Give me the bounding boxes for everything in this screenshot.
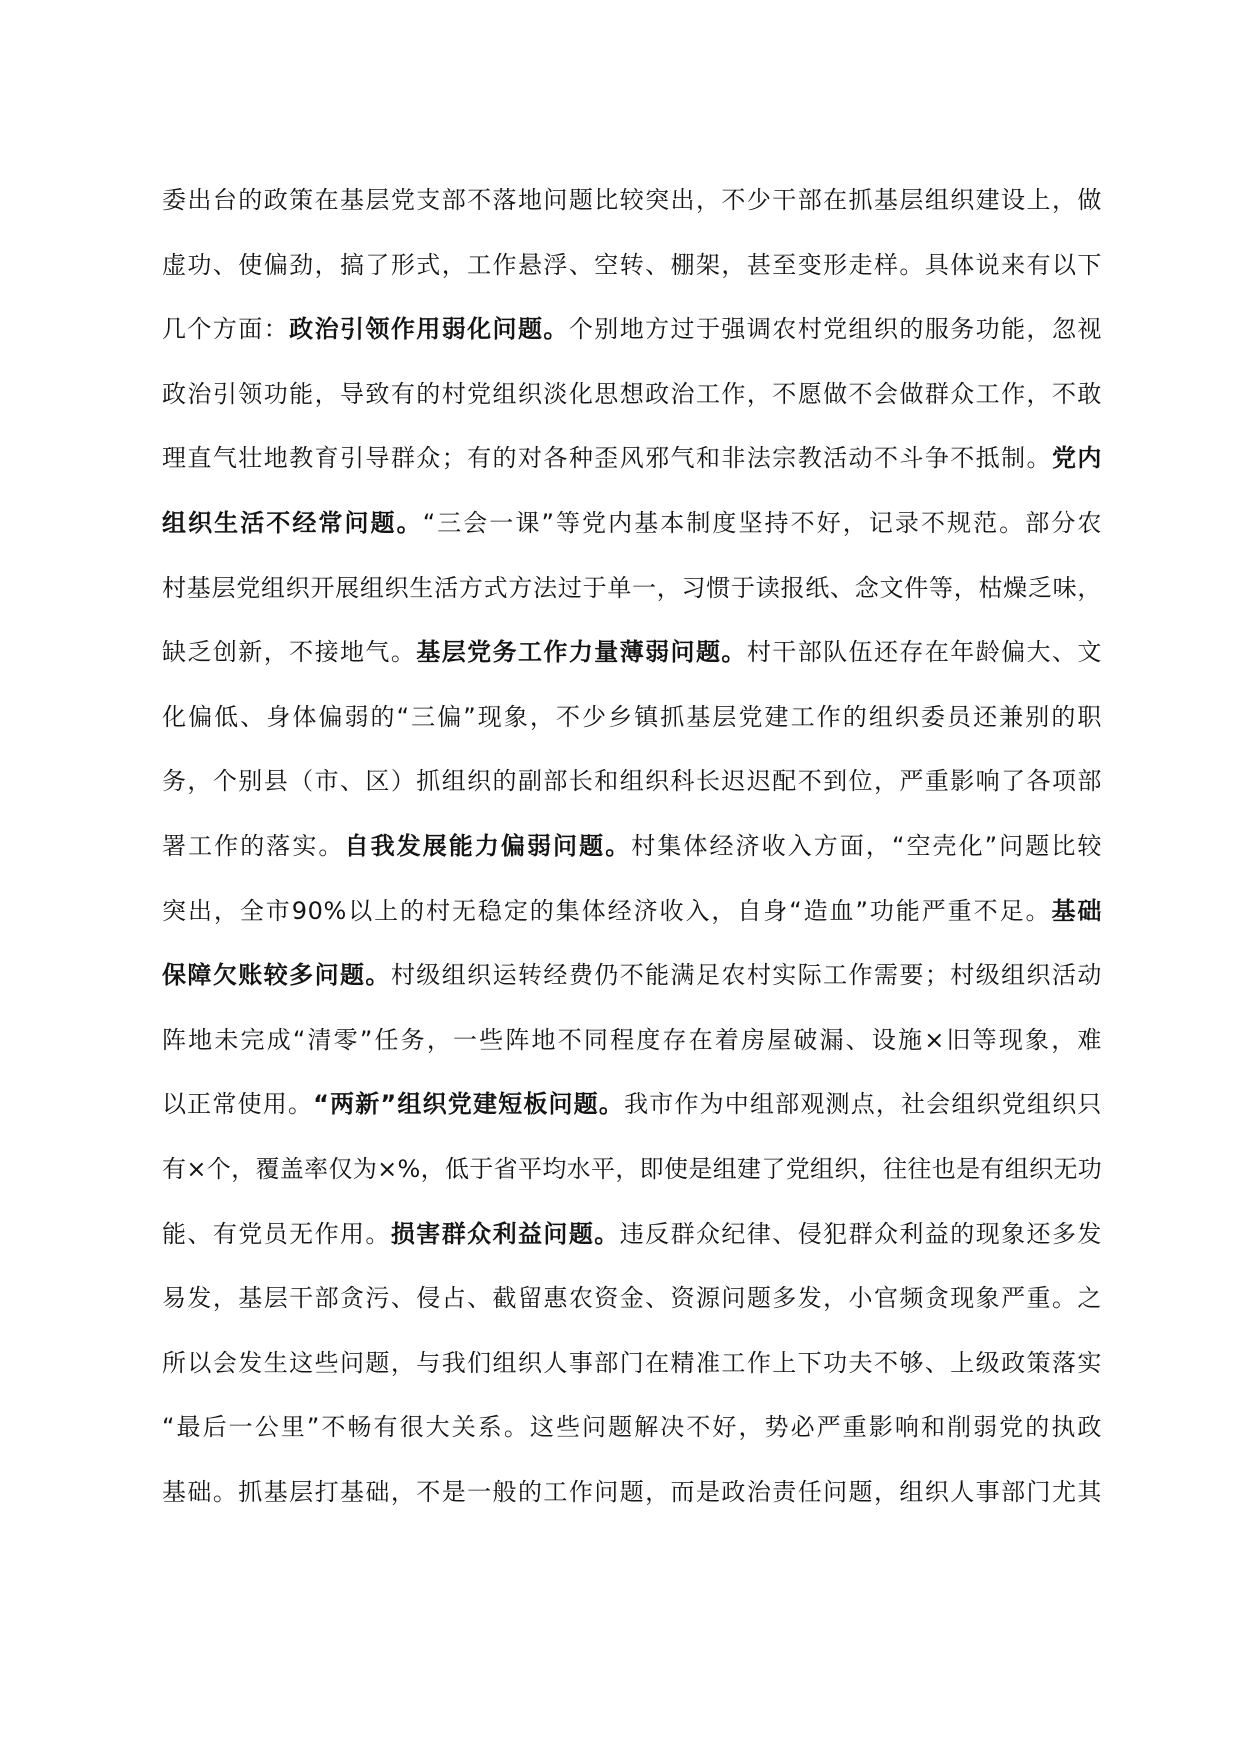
text-run: 政治引领功能，导致有的村党组织淡化思想政治工作，不愿做不会做群众工作，不敢	[162, 379, 1102, 408]
text-run: 我市作为中组部观测点，社会组织党组织只	[624, 1090, 1102, 1119]
text-run: 个别地方过于强调农村党组织的服务功能，忽视	[568, 315, 1102, 344]
text-run: 村干部队伍还存在年龄偏大、文	[746, 638, 1102, 667]
text-line	[162, 426, 1102, 491]
text-line	[162, 1395, 1102, 1460]
bold-heading-phrase: 组织生活不经常问题。	[162, 508, 423, 537]
text-line	[162, 685, 1102, 750]
text-run: 突出，全市90%以上的村无稳定的集体经济收入，自身“造血”功能严重不足。	[162, 896, 1052, 925]
bold-heading-phrase: “两新”组织党建短板问题。	[313, 1090, 625, 1119]
text-line	[162, 1331, 1102, 1396]
text-run: 有×个，覆盖率仅为×%，低于省平均水平，即使是组建了党组织，往往也是有组织无功	[162, 1154, 1102, 1183]
text-line	[162, 233, 1102, 298]
text-run: 阵地未完成“清零”任务，一些阵地不同程度存在着房屋破漏、设施×旧等现象，难	[162, 1025, 1102, 1054]
text-line	[162, 1266, 1102, 1331]
text-line	[162, 879, 1102, 944]
text-run: 村基层党组织开展组织生活方式方法过于单一，习惯于读报纸、念文件等，枯燥乏味，	[162, 573, 1102, 602]
text-run: 几个方面：	[162, 315, 290, 344]
text-run: 委出台的政策在基层党支部不落地问题比较突出，不少干部在抓基层组织建设上，做	[162, 186, 1102, 214]
text-run: 能、有党员无作用。	[162, 1219, 391, 1248]
text-line	[162, 1137, 1102, 1202]
text-run: 基础。抓基层打基础，不是一般的工作问题，而是政治责任问题，组织人事部门尤其	[162, 1477, 1102, 1506]
bold-heading-phrase: 党内	[1051, 444, 1102, 473]
text-line	[162, 168, 1102, 233]
text-run: 违反群众纪律、侵犯群众利益的现象还多发	[619, 1219, 1103, 1248]
text-run: 化偏低、身体偏弱的“三偏”现象，不少乡镇抓基层党建工作的组织委员还兼别的职	[162, 702, 1102, 731]
bold-heading-phrase: 基础	[1051, 896, 1102, 925]
text-run: 务，个别县（市、区）抓组织的副部长和组织科长迟迟配不到位，严重影响了各项部	[162, 767, 1102, 796]
text-run: 虚功、使偏劲，搞了形式，工作悬浮、空转、棚架，甚至变形走样。具体说来有以下	[162, 250, 1102, 279]
bold-heading-phrase: 基层党务工作力量薄弱问题。	[416, 638, 747, 667]
text-run: 村集体经济收入方面，“空壳化”问题比较	[631, 831, 1102, 860]
text-run: 缺乏创新，不接地气。	[162, 638, 417, 667]
text-run: 易发，基层干部贪污、侵占、截留惠农资金、资源问题多发，小官频贪现象严重。之	[162, 1284, 1102, 1313]
text-line	[162, 943, 1102, 1008]
text-line	[162, 814, 1102, 879]
text-line	[162, 620, 1102, 685]
text-line	[162, 1460, 1102, 1525]
text-line	[162, 749, 1102, 814]
text-line	[162, 1008, 1102, 1073]
text-line	[162, 362, 1102, 427]
text-line	[162, 491, 1102, 556]
text-run: “三会一课”等党内基本制度坚持不好，记录不规范。部分农	[422, 508, 1102, 537]
text-line	[162, 297, 1102, 362]
text-line	[162, 1072, 1102, 1137]
bold-heading-phrase: 保障欠账较多问题。	[162, 961, 391, 990]
text-line	[162, 1202, 1102, 1267]
text-run: 理直气壮地教育引导群众；有的对各种歪风邪气和非法宗教活动不斗争不抵制。	[162, 444, 1052, 473]
text-run: 以正常使用。	[162, 1090, 314, 1119]
text-run: “最后一公里”不畅有很大关系。这些问题解决不好，势必严重影响和削弱党的执政	[162, 1413, 1102, 1442]
text-line	[162, 556, 1102, 621]
text-run: 村级组织运转经费仍不能满足农村实际工作需要；村级组织活动	[390, 961, 1102, 990]
bold-heading-phrase: 政治引领作用弱化问题。	[289, 315, 569, 344]
bold-heading-phrase: 自我发展能力偏弱问题。	[344, 831, 632, 860]
body-paragraph	[162, 168, 1102, 1524]
text-run: 署工作的落实。	[162, 831, 345, 860]
text-run: 所以会发生这些问题，与我们组织人事部门在精准工作上下功夫不够、上级政策落实	[162, 1348, 1102, 1377]
bold-heading-phrase: 损害群众利益问题。	[390, 1219, 620, 1248]
